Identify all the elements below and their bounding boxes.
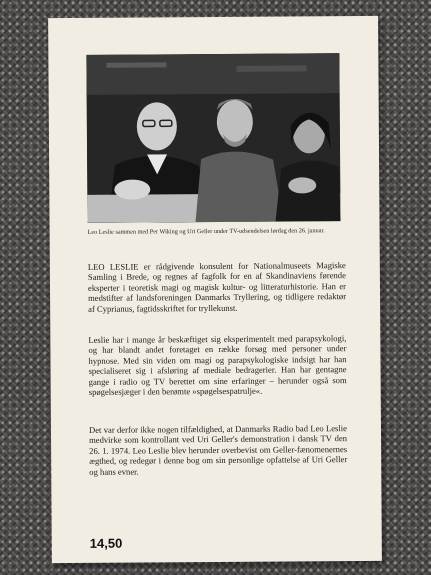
paragraph-geller: Det var derfor ikke nogen tilfældighed, at Danmarks Radio bad Leo Leslie medvirke som kontrollant ved Uri Geller's demonstration i dansk TV den 26. 1. 1974. Leo Leslie blev herunder overbevist om Geller-fænomenernes ægthed, og redegør i denne bog om sin personlige opfattelse af Uri Geller og hans evner. xyxy=(88,423,348,477)
photo-illustration xyxy=(86,53,340,223)
price-label: 14,50 xyxy=(89,535,123,551)
photo-caption: Leo Leslie sammen med Per Wiking og Uri Geller under TV-udsendelsen lørdag den 26. januar. xyxy=(87,227,325,236)
book-back-cover xyxy=(48,16,382,563)
cover-photo xyxy=(86,53,340,223)
paragraph-biography: LEO LESLIE er rådgivende konsulent for Nationalmuseets Magiske Samling i Brede, og regnes af fagfolk for en af Skandinaviens førende eksperter i teoretisk magi og magisk kultur- og litteraturhistorie. Han er medstifter af landsforeningen Danmarks Tryllering, og tidligere redaktør af Cyprianus, fagtidsskriftet for tryllekunst. xyxy=(87,260,347,314)
paragraph-parapsychology: Leslie har i mange år beskæftiget sig eksperimentelt med parapsykologi, og har blandt andet foretaget en række forsøg med personer under hypnose. Med sin viden om magi og parapsykologiske indsigt har han specialiseret sig i afsløring af mediale bedragerier. Han har gentagne gange i radio og TV berettet om sine erfaringer – herunder også som spøgelsesjæger i den berømte »spøgelsespatrulje«. xyxy=(88,333,347,397)
